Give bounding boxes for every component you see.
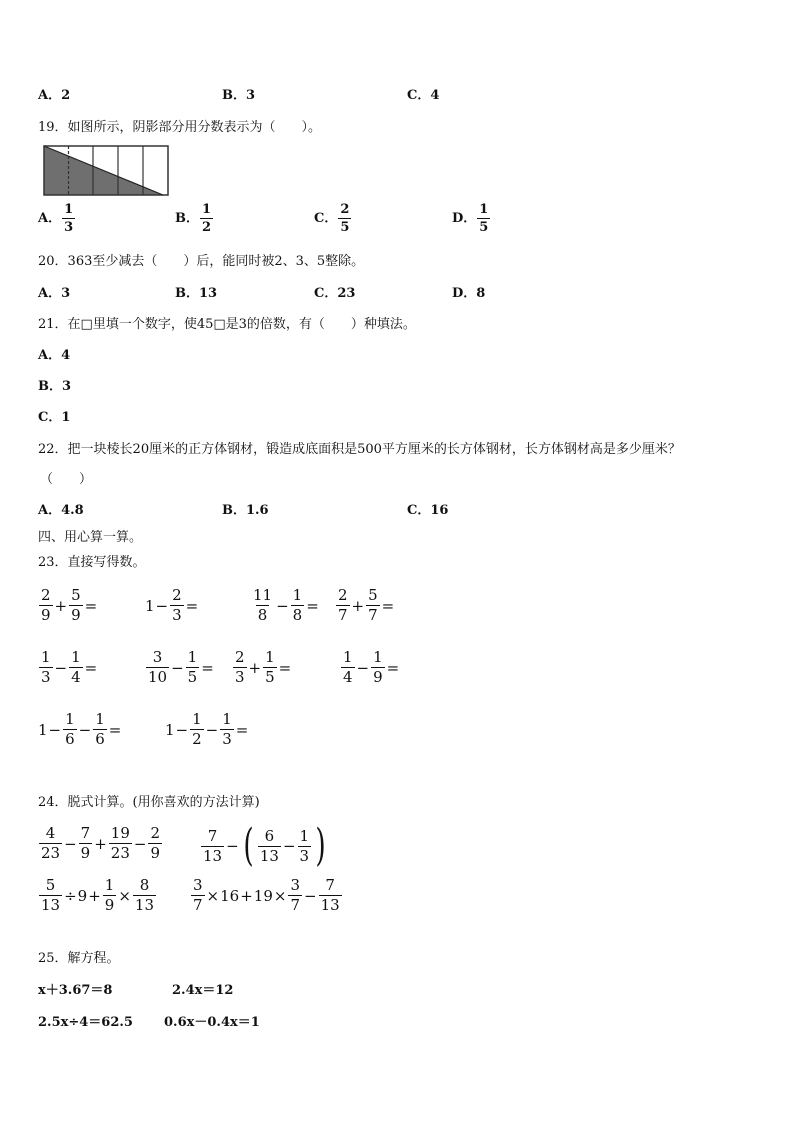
q18-option-b: B．3 bbox=[222, 88, 256, 103]
q22-answer-blank: （ ） bbox=[40, 472, 93, 487]
q22-option-c: C．16 bbox=[407, 503, 449, 518]
q24-expr-3: $\frac{5}{13}$ ÷ 9 + $\frac{1}{9}$ × $\frac{8}{13}$ bbox=[41, 876, 155, 914]
q20-option-b: B．13 bbox=[175, 286, 218, 301]
q21-option-a: A．4 bbox=[38, 348, 71, 363]
q22-stem: 22．把一块棱长20厘米的正方体钢材，锻造成底面积是500平方厘米的长方体钢材，长方体钢材高是多少厘米？ bbox=[38, 442, 681, 457]
q23-expr-3: $\frac{11}{8}$ − $\frac{1}{8}$ = bbox=[253, 586, 319, 624]
q22-option-b: B．1.6 bbox=[222, 503, 269, 518]
q24-expr-1: $\frac{4}{23}$ − $\frac{7}{9}$ + $\frac{19}{23}$ − $\frac{2}{9}$ bbox=[41, 824, 161, 862]
q24-expr-2: $\frac{7}{13}$ − ( $\frac{6}{13}$ − $\frac{1}{3}$ ) bbox=[203, 820, 326, 871]
q20-option-c: C．23 bbox=[314, 286, 356, 301]
q23-expr-10: 1 − $\frac{1}{2}$ − $\frac{1}{3}$ = bbox=[165, 710, 249, 748]
q23-expr-1: $\frac{2}{9}$ + $\frac{5}{9}$ = bbox=[41, 586, 98, 624]
q23-expr-8: $\frac{1}{4}$ − $\frac{1}{9}$ = bbox=[343, 648, 400, 686]
q20-stem: 20．363至少减去（ ）后，能同时被2、3、5整除。 bbox=[38, 254, 365, 269]
q24-stem: 24．脱式计算。(用你喜欢的方法计算) bbox=[38, 795, 260, 810]
q19-shaded-figure bbox=[43, 145, 169, 196]
q23-expr-5: $\frac{1}{3}$ − $\frac{1}{4}$ = bbox=[41, 648, 98, 686]
q18-option-a: A．2 bbox=[38, 88, 71, 103]
q20-option-d: D．8 bbox=[452, 286, 486, 301]
q20-option-a: A．3 bbox=[38, 286, 71, 301]
q24-expr-4: $\frac{3}{7}$ × 16 + 19 × $\frac{3}{7}$ − $\frac{7}{13}$ bbox=[193, 876, 340, 914]
q21-stem: 21．在□里填一个数字，使45□是3的倍数，有（ ）种填法。 bbox=[38, 317, 416, 332]
q25-equation-2: 2.4x＝12 bbox=[172, 983, 234, 998]
q23-stem: 23．直接写得数。 bbox=[38, 555, 146, 570]
q22-option-a: A．4.8 bbox=[38, 503, 84, 518]
q23-expr-6: $\frac{3}{10}$ − $\frac{1}{5}$ = bbox=[148, 648, 214, 686]
q19-option-a: A． $\frac{1}{3}$ bbox=[38, 202, 74, 235]
q25-equation-1: x＋3.67＝8 bbox=[38, 983, 113, 998]
q19-option-d: D． $\frac{1}{5}$ bbox=[452, 202, 489, 235]
q23-expr-7: $\frac{2}{3}$ + $\frac{1}{5}$ = bbox=[235, 648, 292, 686]
q23-expr-2: 1 − $\frac{2}{3}$ = bbox=[145, 586, 199, 624]
q19-option-c: C． $\frac{2}{5}$ bbox=[314, 202, 350, 235]
q18-option-c: C．4 bbox=[407, 88, 440, 103]
q23-expr-4: $\frac{2}{7}$ + $\frac{5}{7}$ = bbox=[338, 586, 395, 624]
q25-equation-3: 2.5x÷4＝62.5 bbox=[38, 1015, 133, 1030]
q25-stem: 25．解方程。 bbox=[38, 951, 120, 966]
section-4-heading: 四、用心算一算。 bbox=[38, 530, 143, 545]
q19-option-b: B． $\frac{1}{2}$ bbox=[175, 202, 212, 235]
q21-option-b: B．3 bbox=[38, 379, 72, 394]
q23-expr-9: 1 − $\frac{1}{6}$ − $\frac{1}{6}$ = bbox=[38, 710, 122, 748]
q21-option-c: C．1 bbox=[38, 410, 71, 425]
q25-equation-4: 0.6x－0.4x＝1 bbox=[164, 1015, 260, 1030]
q19-stem: 19．如图所示，阴影部分用分数表示为（ ）。 bbox=[38, 120, 322, 135]
